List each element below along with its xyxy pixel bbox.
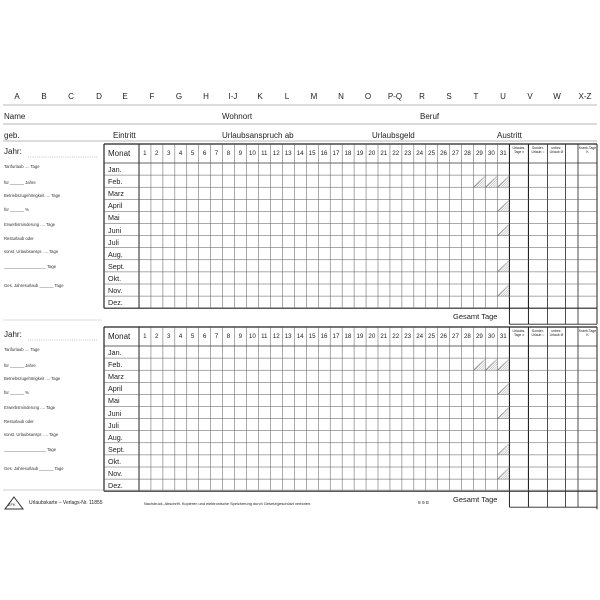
day-header-5: 5 bbox=[190, 333, 195, 340]
day-header-5: 5 bbox=[190, 150, 195, 157]
day-header-30: 30 bbox=[487, 333, 495, 340]
eintritt-label: Eintritt bbox=[113, 131, 136, 140]
day-header-29: 29 bbox=[475, 333, 483, 340]
logo-text: ZFK bbox=[8, 502, 16, 507]
month-row-label: Juni bbox=[108, 225, 122, 235]
day-header-20: 20 bbox=[368, 333, 376, 340]
alphabet-tab-e: E bbox=[122, 92, 128, 101]
day-header-15: 15 bbox=[308, 333, 316, 340]
alphabet-tab-o: O bbox=[364, 92, 372, 101]
wohnort-label: Wohnort bbox=[222, 112, 253, 121]
day-header-28: 28 bbox=[463, 150, 471, 157]
day-header-21: 21 bbox=[380, 333, 388, 340]
alphabet-tab-v: V bbox=[527, 92, 533, 101]
entitlement-label-3: Betriebszugehörigkeit .... Tage bbox=[4, 193, 61, 198]
day-header-12: 12 bbox=[272, 150, 280, 157]
day-header-15: 15 bbox=[308, 150, 316, 157]
day-header-12: 12 bbox=[272, 333, 280, 340]
geb-label: geb. bbox=[4, 131, 20, 140]
month-row-label: Jan. bbox=[108, 348, 122, 357]
month-row-label: Okt. bbox=[108, 273, 122, 283]
copyright-notice: Nachdruck, Abschrift, Kopieren und elektronische Speicherung durch Gesetz/geschützt verboten. bbox=[144, 501, 312, 506]
day-header-14: 14 bbox=[296, 150, 304, 157]
day-header-22: 22 bbox=[392, 150, 400, 157]
month-row-label: April bbox=[108, 384, 123, 394]
alphabet-tab-l: L bbox=[284, 92, 290, 101]
month-row-label: Dez. bbox=[108, 481, 123, 491]
month-row-label: Marz bbox=[108, 189, 124, 199]
day-header-3: 3 bbox=[166, 150, 171, 157]
day-header-19: 19 bbox=[356, 333, 364, 340]
alphabet-tab-f: F bbox=[149, 92, 155, 101]
day-header-16: 16 bbox=[320, 333, 328, 340]
entitlement-label-3: Betriebszugehörigkeit .... Tage bbox=[4, 376, 61, 381]
entitlement-label-7: sonst. Urlaubsanspr. .... Tage bbox=[4, 432, 59, 437]
day-header-26: 26 bbox=[440, 333, 447, 340]
entitlement-label-8: __________________ Tage bbox=[4, 264, 57, 269]
summary-column-header-2: Sonder-Urlaub ○ bbox=[531, 329, 545, 337]
month-row-label: April bbox=[108, 201, 123, 211]
day-header-1: 1 bbox=[143, 150, 147, 157]
day-header-3: 3 bbox=[166, 333, 171, 340]
entitlement-label-7: sonst. Urlaubsanspr. .... Tage bbox=[4, 249, 59, 254]
day-header-23: 23 bbox=[404, 333, 412, 340]
summary-column-header-2: Sonder-Urlaub ○ bbox=[531, 146, 545, 154]
entitlement-label-1: Tarifurlaub .... Tage bbox=[4, 164, 40, 169]
alphabet-tab-d: D bbox=[96, 92, 102, 101]
day-header-2: 2 bbox=[155, 150, 159, 157]
total-days-label: Gesamt Tage bbox=[453, 312, 498, 322]
month-row-label: Feb. bbox=[108, 360, 123, 370]
alphabet-tab-b: B bbox=[41, 92, 47, 101]
summary-column-header-3: unbez. Urlaub Ø bbox=[549, 146, 564, 154]
month-column-header: Monat bbox=[108, 332, 131, 341]
month-row-label: Aug. bbox=[108, 432, 123, 442]
urlaubsanspruch-label: Urlaubsanspruch ab bbox=[222, 131, 294, 140]
month-row-label: Dez. bbox=[108, 298, 123, 308]
day-header-7: 7 bbox=[214, 333, 219, 340]
day-header-25: 25 bbox=[428, 150, 436, 157]
day-header-13: 13 bbox=[284, 150, 292, 157]
year-label: Jahr: bbox=[4, 330, 22, 339]
month-row-label: Aug. bbox=[108, 249, 123, 259]
day-header-31: 31 bbox=[499, 150, 507, 157]
alphabet-tab-x-z: X-Z bbox=[578, 92, 592, 101]
month-row-label: Marz bbox=[108, 372, 124, 382]
day-header-29: 29 bbox=[475, 150, 483, 157]
day-header-19: 19 bbox=[356, 150, 364, 157]
form-number: Urlaubskarte – Verlags-Nr. 11855 bbox=[29, 500, 103, 506]
summary-column-header-4: Krank-Tage K bbox=[578, 329, 597, 337]
day-header-23: 23 bbox=[404, 150, 412, 157]
summary-column-header-1: Urlaubs-Tage x bbox=[512, 329, 526, 337]
day-header-18: 18 bbox=[344, 333, 352, 340]
month-row-label: Nov. bbox=[108, 469, 123, 478]
day-header-1: 1 bbox=[143, 333, 147, 340]
entitlement-label-9: Ges. Jahresurlaub ______ Tage bbox=[4, 283, 64, 288]
entitlement-label-4: für ______ % bbox=[4, 390, 29, 395]
austritt-label: Austritt bbox=[497, 131, 522, 140]
day-header-20: 20 bbox=[368, 150, 376, 157]
day-header-24: 24 bbox=[416, 150, 424, 157]
entitlement-label-4: für ______ % bbox=[4, 207, 29, 212]
entitlement-label-2: für ______ Jahre bbox=[4, 363, 36, 368]
alphabet-tab-i-j: I-J bbox=[228, 92, 238, 101]
month-row-label: Nov. bbox=[108, 286, 123, 295]
day-header-6: 6 bbox=[202, 150, 207, 157]
alphabet-tab-a: A bbox=[14, 92, 20, 101]
day-header-6: 6 bbox=[202, 333, 207, 340]
day-header-11: 11 bbox=[261, 150, 268, 157]
alphabet-tab-r: R bbox=[419, 92, 425, 101]
month-row-label: Mai bbox=[108, 396, 120, 406]
month-row-label: Juli bbox=[108, 420, 119, 430]
month-row-label: Sept. bbox=[108, 444, 125, 454]
day-header-27: 27 bbox=[452, 150, 459, 157]
day-header-11: 11 bbox=[261, 333, 268, 340]
print-code: 8 9 E bbox=[418, 501, 430, 506]
month-row-label: Feb. bbox=[108, 177, 123, 187]
day-header-8: 8 bbox=[226, 333, 231, 340]
entitlement-label-5: Erwerbsminderung .... Tage bbox=[4, 405, 56, 410]
day-header-4: 4 bbox=[178, 333, 183, 340]
alphabet-tab-t: T bbox=[473, 92, 479, 101]
name-label: Name bbox=[4, 112, 26, 121]
summary-column-header-1: Urlaubs-Tage x bbox=[512, 146, 526, 154]
alphabet-tab-k: K bbox=[257, 92, 263, 101]
day-header-31: 31 bbox=[499, 333, 507, 340]
entitlement-label-9: Ges. Jahresurlaub ______ Tage bbox=[4, 466, 64, 471]
entitlement-label-1: Tarifurlaub .... Tage bbox=[4, 347, 40, 352]
day-header-28: 28 bbox=[463, 333, 471, 340]
month-row-label: Juli bbox=[108, 237, 119, 247]
day-header-17: 17 bbox=[332, 333, 340, 340]
alphabet-tab-w: W bbox=[553, 92, 561, 101]
day-header-27: 27 bbox=[452, 333, 459, 340]
day-header-2: 2 bbox=[155, 333, 159, 340]
total-days-label: Gesamt Tage bbox=[453, 495, 498, 505]
day-header-4: 4 bbox=[178, 150, 183, 157]
summary-column-header-4: Krank-Tage K bbox=[578, 146, 597, 154]
day-header-24: 24 bbox=[416, 333, 424, 340]
alphabet-tab-p-q: P-Q bbox=[387, 92, 403, 101]
day-header-25: 25 bbox=[428, 333, 436, 340]
alphabet-tab-c: C bbox=[68, 92, 74, 101]
month-row-label: Mai bbox=[108, 213, 120, 223]
day-header-14: 14 bbox=[296, 333, 304, 340]
alphabet-tab-m: M bbox=[310, 92, 318, 101]
month-column-header: Monat bbox=[108, 149, 131, 158]
day-header-7: 7 bbox=[214, 150, 219, 157]
day-header-18: 18 bbox=[344, 150, 352, 157]
day-header-10: 10 bbox=[248, 150, 256, 157]
day-header-9: 9 bbox=[238, 150, 243, 157]
day-header-9: 9 bbox=[238, 333, 243, 340]
alphabet-tab-h: H bbox=[203, 92, 209, 101]
day-header-8: 8 bbox=[226, 150, 231, 157]
alphabet-tab-g: G bbox=[175, 92, 183, 101]
day-header-26: 26 bbox=[440, 150, 447, 157]
summary-column-header-3: unbez. Urlaub Ø bbox=[549, 329, 564, 337]
day-header-17: 17 bbox=[332, 150, 340, 157]
urlaubsgeld-label: Urlaubsgeld bbox=[372, 131, 415, 140]
day-header-10: 10 bbox=[248, 333, 256, 340]
beruf-label: Beruf bbox=[420, 112, 440, 121]
entitlement-label-6: Resturlaub oder bbox=[4, 236, 34, 241]
entitlement-label-5: Erwerbsminderung .... Tage bbox=[4, 222, 56, 227]
day-header-30: 30 bbox=[487, 150, 495, 157]
entitlement-label-8: __________________ Tage bbox=[4, 447, 57, 452]
day-header-13: 13 bbox=[284, 333, 292, 340]
entitlement-label-6: Resturlaub oder bbox=[4, 419, 34, 424]
alphabet-tab-n: N bbox=[338, 92, 344, 101]
day-header-22: 22 bbox=[392, 333, 400, 340]
month-row-label: Jan. bbox=[108, 165, 122, 174]
day-header-21: 21 bbox=[380, 150, 388, 157]
entitlement-label-2: für ______ Jahre bbox=[4, 180, 36, 185]
alphabet-tab-u: U bbox=[500, 92, 506, 101]
month-row-label: Sept. bbox=[108, 261, 125, 271]
month-row-label: Okt. bbox=[108, 456, 122, 466]
year-label: Jahr: bbox=[4, 147, 22, 156]
alphabet-tab-s: S bbox=[446, 92, 452, 101]
month-row-label: Juni bbox=[108, 408, 122, 418]
day-header-16: 16 bbox=[320, 150, 328, 157]
